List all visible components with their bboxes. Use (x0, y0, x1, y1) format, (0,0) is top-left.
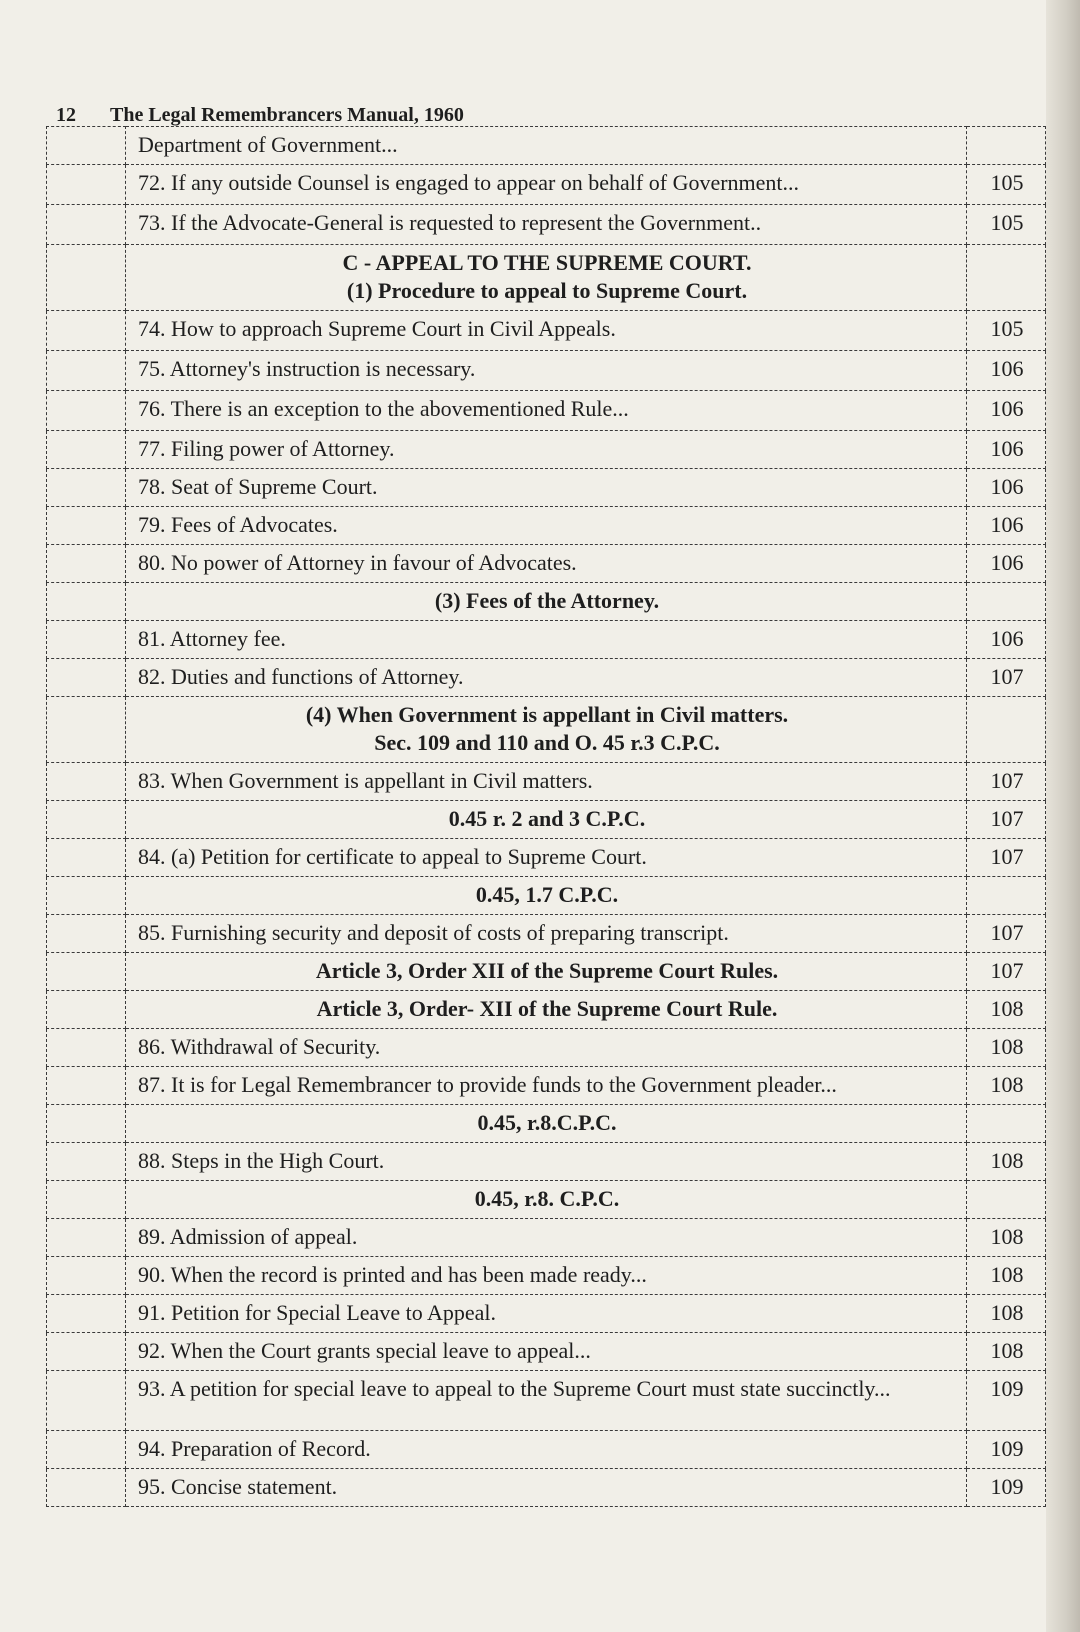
entry-text: 78. Seat of Supreme Court. (126, 468, 967, 506)
table-row (47, 1104, 1046, 1142)
page-number-cell: 106 (967, 390, 1046, 430)
blank-cell (47, 952, 126, 990)
page-number-cell: 108 (967, 1142, 1046, 1180)
page-number-cell: 107 (967, 952, 1046, 990)
table-row (47, 914, 1046, 952)
table-row (47, 468, 1046, 506)
section-heading (126, 1180, 967, 1218)
heading-line: Article 3, Order- XII of the Supreme Court Rule. (316, 995, 778, 1021)
blank-cell (47, 390, 126, 430)
table-row (47, 876, 1046, 914)
page-number-cell: 109 (967, 1468, 1046, 1506)
table-row (47, 762, 1046, 800)
entry-text: 95. Concise statement. (126, 1468, 967, 1506)
book-title: The Legal Remembrancers Manual, 1960 (110, 104, 464, 126)
table-row (47, 800, 1046, 838)
entry-text: 90. When the record is printed and has been made ready... (126, 1256, 967, 1294)
entry-text: 79. Fees of Advocates. (126, 506, 967, 544)
table-row (47, 430, 1046, 468)
heading-line: Sec. 109 and 110 and O. 45 r.3 C.P.C. (374, 730, 720, 756)
blank-cell (47, 310, 126, 350)
blank-cell (47, 350, 126, 390)
section-heading (126, 990, 967, 1028)
section-heading (126, 1104, 967, 1142)
blank-cell (47, 204, 126, 244)
section-heading (126, 876, 967, 914)
entry-text: 92. When the Court grants special leave to appeal... (126, 1332, 967, 1370)
blank-cell (47, 1332, 126, 1370)
table-row (47, 506, 1046, 544)
page-number-cell: 106 (967, 620, 1046, 658)
blank-cell (47, 1104, 126, 1142)
section-heading (126, 952, 967, 990)
heading-line: 0.45 r. 2 and 3 C.P.C. (448, 805, 646, 831)
page-number-cell: 109 (967, 1430, 1046, 1468)
blank-cell (47, 544, 126, 582)
running-header (56, 104, 464, 127)
table-row (47, 164, 1046, 204)
page-number-cell: 107 (967, 800, 1046, 838)
page-number-cell (967, 127, 1046, 165)
page-number-cell (967, 696, 1046, 762)
section-heading (126, 800, 967, 838)
page-edge-shadow (1046, 0, 1080, 1632)
entry-text: 86. Withdrawal of Security. (126, 1028, 967, 1066)
heading-line: 0.45, r.8. C.P.C. (474, 1185, 620, 1211)
blank-cell (47, 164, 126, 204)
blank-cell (47, 696, 126, 762)
page-number-cell: 108 (967, 1256, 1046, 1294)
page-number-cell (967, 1104, 1046, 1142)
entry-text: 77. Filing power of Attorney. (126, 430, 967, 468)
blank-cell (47, 582, 126, 620)
table-row (47, 620, 1046, 658)
table-row (47, 1256, 1046, 1294)
page-number-cell: 109 (967, 1370, 1046, 1430)
entry-text: 76. There is an exception to the abovementioned Rule... (126, 390, 967, 430)
blank-cell (47, 1468, 126, 1506)
entry-text: 89. Admission of appeal. (126, 1218, 967, 1256)
blank-cell (47, 1370, 126, 1430)
blank-cell (47, 1028, 126, 1066)
entry-text: 84. (a) Petition for certificate to appeal to Supreme Court. (126, 838, 967, 876)
blank-cell (47, 1218, 126, 1256)
entry-text: 93. A petition for special leave to appeal to the Supreme Court must state succinctly... (126, 1370, 967, 1430)
page-number-cell: 108 (967, 1294, 1046, 1332)
table-row (47, 1430, 1046, 1468)
page-number-cell: 105 (967, 310, 1046, 350)
entry-text: Department of Government... (126, 127, 967, 165)
blank-cell (47, 658, 126, 696)
page-number-cell: 106 (967, 506, 1046, 544)
heading-line: 0.45, r.8.C.P.C. (477, 1109, 617, 1135)
blank-cell (47, 620, 126, 658)
contents-table (46, 126, 1046, 1507)
table-row (47, 390, 1046, 430)
section-heading (126, 582, 967, 620)
blank-cell (47, 838, 126, 876)
page-number-cell: 108 (967, 1066, 1046, 1104)
blank-cell (47, 468, 126, 506)
entry-text: 73. If the Advocate-General is requested to represent the Government.. (126, 204, 967, 244)
table-row (47, 990, 1046, 1028)
heading-line: C - APPEAL TO THE SUPREME COURT. (342, 249, 752, 275)
page-number-cell: 107 (967, 914, 1046, 952)
blank-cell (47, 1294, 126, 1332)
blank-cell (47, 430, 126, 468)
page-number-cell (967, 244, 1046, 310)
page-number-cell: 106 (967, 544, 1046, 582)
entry-text: 87. It is for Legal Remembrancer to provide funds to the Government pleader... (126, 1066, 967, 1104)
page-number-cell (967, 582, 1046, 620)
table-row (47, 127, 1046, 165)
table-row (47, 658, 1046, 696)
table-row (47, 1180, 1046, 1218)
heading-line: (4) When Government is appellant in Civil matters. (305, 701, 789, 727)
section-heading (126, 244, 967, 310)
page-number-cell: 105 (967, 164, 1046, 204)
entry-text: 88. Steps in the High Court. (126, 1142, 967, 1180)
table-row (47, 1028, 1046, 1066)
heading-line: (3) Fees of the Attorney. (434, 587, 660, 613)
table-row (47, 838, 1046, 876)
entry-text: 75. Attorney's instruction is necessary. (126, 350, 967, 390)
page-number-cell (967, 876, 1046, 914)
table-row (47, 544, 1046, 582)
table-row (47, 582, 1046, 620)
page-number-cell: 106 (967, 430, 1046, 468)
page-number-cell: 107 (967, 658, 1046, 696)
page-number-cell: 108 (967, 1028, 1046, 1066)
blank-cell (47, 1180, 126, 1218)
table-row (47, 1370, 1046, 1430)
entry-text: 94. Preparation of Record. (126, 1430, 967, 1468)
table-row (47, 1066, 1046, 1104)
table-row (47, 1468, 1046, 1506)
blank-cell (47, 1142, 126, 1180)
page-number-cell: 106 (967, 468, 1046, 506)
entry-text: 74. How to approach Supreme Court in Civil Appeals. (126, 310, 967, 350)
entry-text: 83. When Government is appellant in Civil matters. (126, 762, 967, 800)
page-number-cell: 108 (967, 1218, 1046, 1256)
blank-cell (47, 1256, 126, 1294)
blank-cell (47, 762, 126, 800)
page-number-cell: 108 (967, 1332, 1046, 1370)
blank-cell (47, 876, 126, 914)
entry-text: 91. Petition for Special Leave to Appeal. (126, 1294, 967, 1332)
entry-text: 85. Furnishing security and deposit of costs of preparing transcript. (126, 914, 967, 952)
table-row (47, 952, 1046, 990)
table-row (47, 350, 1046, 390)
page-number-cell: 108 (967, 990, 1046, 1028)
table-row (47, 1332, 1046, 1370)
table-row (47, 696, 1046, 762)
page-number-cell: 105 (967, 204, 1046, 244)
table-row (47, 310, 1046, 350)
blank-cell (47, 990, 126, 1028)
page-number-cell: 107 (967, 838, 1046, 876)
page-number-cell (967, 1180, 1046, 1218)
page-number: 12 (56, 104, 76, 126)
blank-cell (47, 1066, 126, 1104)
entry-text: 82. Duties and functions of Attorney. (126, 658, 967, 696)
blank-cell (47, 1430, 126, 1468)
table-row (47, 244, 1046, 310)
entry-text: 80. No power of Attorney in favour of Advocates. (126, 544, 967, 582)
heading-line: 0.45, 1.7 C.P.C. (475, 881, 619, 907)
table-row (47, 1218, 1046, 1256)
table-row (47, 204, 1046, 244)
page-number-cell: 106 (967, 350, 1046, 390)
blank-cell (47, 506, 126, 544)
entry-text: 81. Attorney fee. (126, 620, 967, 658)
page-number-cell: 107 (967, 762, 1046, 800)
heading-line: Article 3, Order XII of the Supreme Court Rules. (315, 957, 779, 983)
blank-cell (47, 800, 126, 838)
blank-cell (47, 914, 126, 952)
section-heading (126, 696, 967, 762)
blank-cell (47, 244, 126, 310)
entry-text: 72. If any outside Counsel is engaged to appear on behalf of Government... (126, 164, 967, 204)
table-row (47, 1142, 1046, 1180)
table-row (47, 1294, 1046, 1332)
blank-cell (47, 127, 126, 165)
heading-line: (1) Procedure to appeal to Supreme Court. (346, 278, 748, 304)
